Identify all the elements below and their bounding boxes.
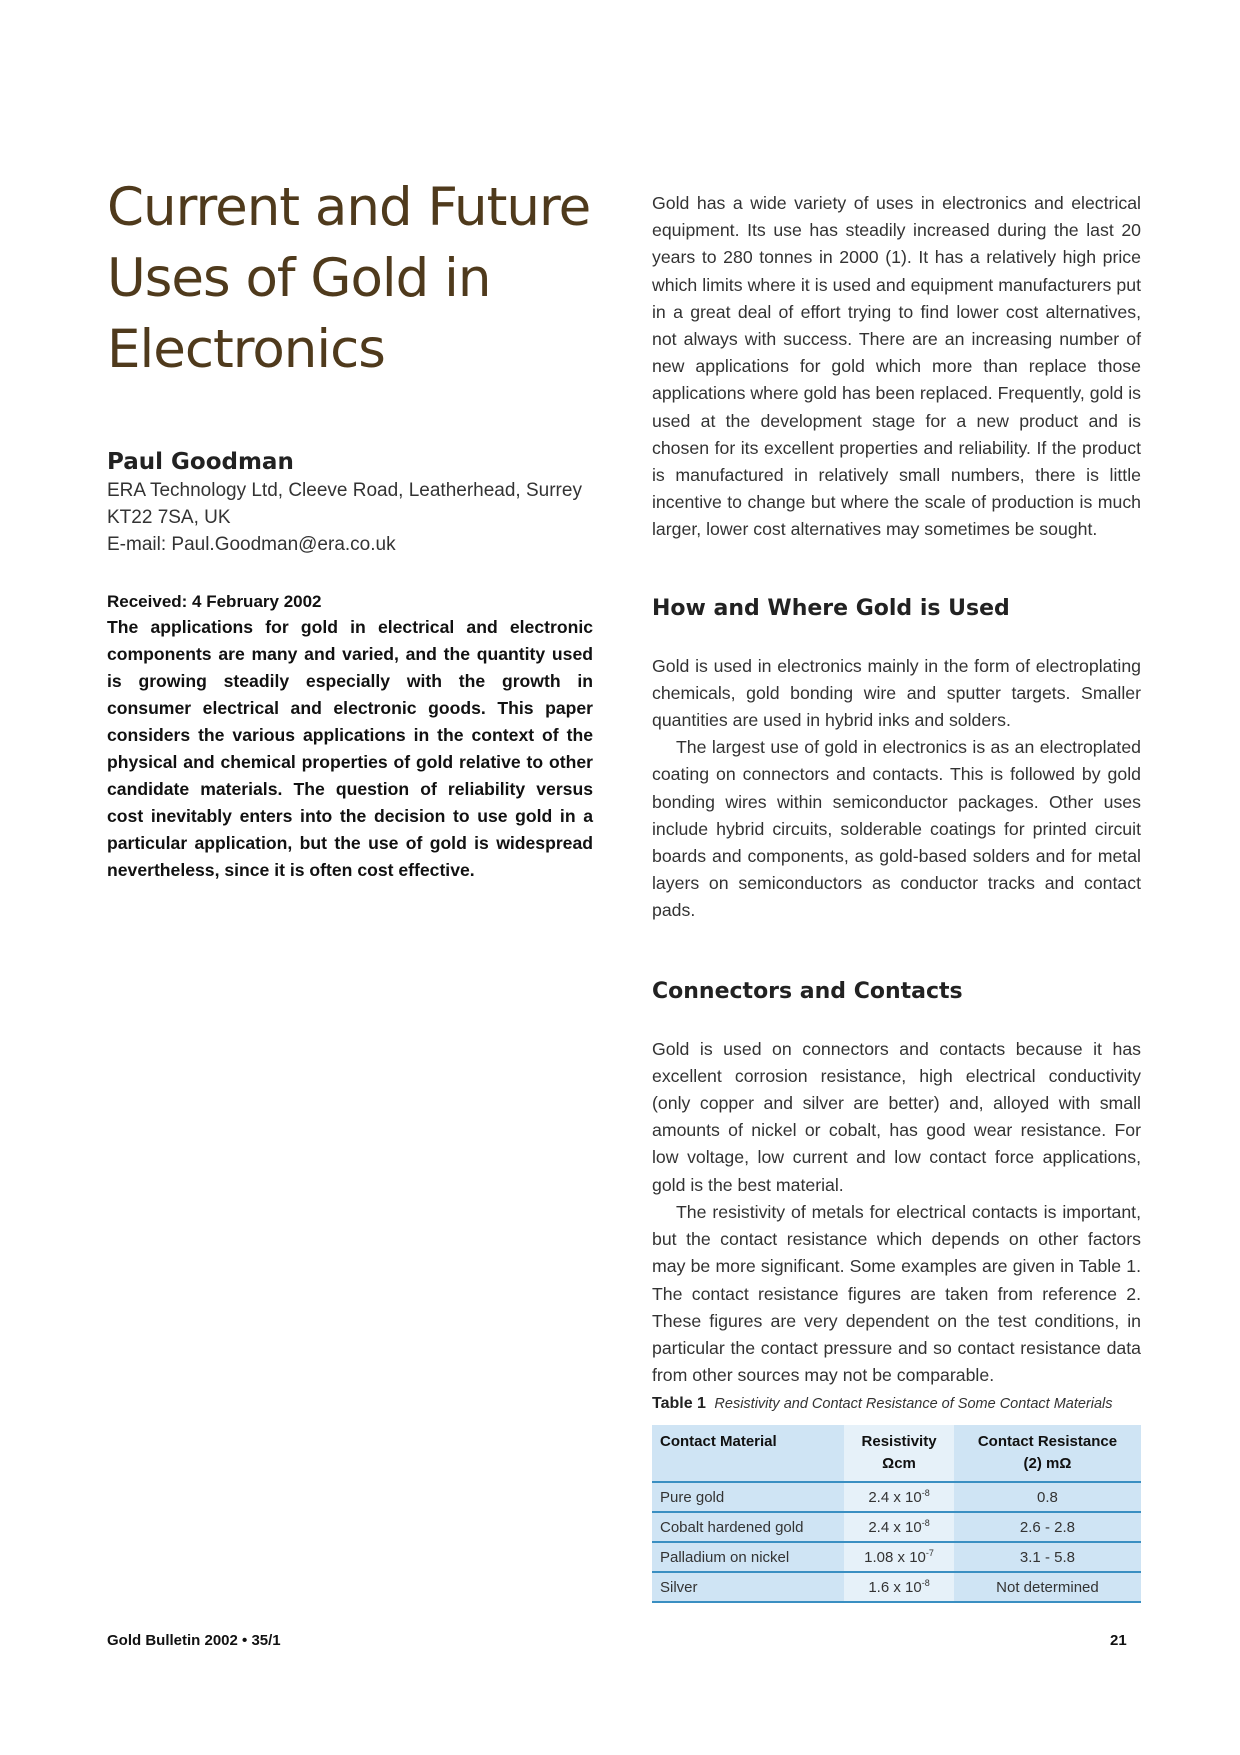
cell-material: Cobalt hardened gold	[652, 1512, 844, 1542]
cell-resistivity	[844, 1542, 954, 1572]
header-resistivity	[844, 1425, 954, 1482]
cell-resistivity	[844, 1482, 954, 1512]
author-name: Paul Goodman	[107, 449, 294, 475]
section-heading: Connectors and Contacts	[652, 978, 963, 1004]
resistivity-mantissa: 2.4 x 10	[868, 1519, 922, 1537]
affiliation	[107, 477, 593, 558]
table-label: Table 1	[652, 1395, 706, 1413]
abstract: The applications for gold in electrical and electronic components are many and varied, and the quantity used is growing steadily especially with the growth in consumer electrical and electronic goods. This paper considers the various applications in the context of the physical and chemical properties of gold relative to other candidate materials. The question of reliability versus cost inevitably enters into the decision to use gold in a particular application, but the use of gold is widespread nevertheless, since it is often cost effective.	[107, 617, 593, 880]
header-contact-resistance-unit: (2) mΩ	[1023, 1455, 1072, 1473]
cell-material: Palladium on nickel	[652, 1542, 844, 1572]
page-number: 21	[1110, 1632, 1127, 1649]
table-row	[652, 1512, 1141, 1542]
resistivity-mantissa: 1.08 x 10	[864, 1549, 926, 1567]
header-resistivity-unit: Ωcm	[882, 1455, 916, 1473]
body-paragraph: Gold is used in electronics mainly in the form of electroplating chemicals, gold bonding wire and sputter targets. Smaller quantities are used in hybrid inks and solders.	[652, 655, 1141, 731]
resistivity-exponent: -8	[921, 1578, 930, 1589]
title-line: Electronics	[107, 319, 385, 380]
left-column	[107, 172, 593, 884]
resistivity-table	[652, 1425, 1141, 1603]
body-paragraph: The largest use of gold in electronics is as an electroplated coating on connectors and contacts. This is followed by gold bonding wires within semiconductor packages. Other uses include hybrid circuits, solderable coatings for printed circuit boards and components, as gold-based solders and for metal layers on semiconductors as conductor tracks and contact pads.	[652, 737, 1141, 921]
journal-footer: Gold Bulletin 2002 • 35/1	[107, 1632, 281, 1649]
cell-contact-resistance: 0.8	[954, 1482, 1141, 1512]
intro-paragraph: Gold has a wide variety of uses in electronics and electrical equipment. Its use has steadily increased during the last 20 years to 280 tonnes in 2000 (1). It has a relatively high price which limits where it is used and equipment manufacturers put in a great deal of effort trying to find lower cost alternatives, not always with success. There are an increasing number of new applications for gold which more than replace those applications where gold has been replaced. Frequently, gold is used at the development stage for a new product and is chosen for its excellent properties and reliability. If the product is manufactured in relatively small numbers, there is little incentive to change but where the scale of production is much larger, lower cost alternatives may sometimes be sought.	[652, 193, 1141, 540]
cell-contact-resistance: Not determined	[954, 1572, 1141, 1602]
affiliation-line: KT22 7SA, UK	[107, 507, 231, 528]
cell-resistivity	[844, 1512, 954, 1542]
right-column	[652, 190, 1141, 1603]
title-line: Uses of Gold in	[107, 248, 491, 309]
resistivity-mantissa: 2.4 x 10	[868, 1489, 922, 1507]
table-row	[652, 1482, 1141, 1512]
body-paragraph: Gold is used on connectors and contacts because it has excellent corrosion resistance, high electrical conductivity (only copper and silver are better) and, alloyed with small amounts of nickel or cobalt, has good wear resistance. For low voltage, low current and low contact force applications, gold is the best material.	[652, 1038, 1141, 1195]
cell-contact-resistance: 2.6 - 2.8	[954, 1512, 1141, 1542]
body-paragraph: The resistivity of metals for electrical contacts is important, but the contact resistance which depends on other factors may be more significant. Some examples are given in Table 1. The contact resistance figures are taken from reference 2. These figures are very dependent on the test conditions, in particular the contact pressure and so contact resistance data from other sources may not be comparable.	[652, 1201, 1141, 1386]
cell-resistivity	[844, 1572, 954, 1602]
article-title	[107, 172, 593, 385]
header-contact-material: Contact Material	[652, 1425, 844, 1482]
affiliation-email: E-mail: Paul.Goodman@era.co.uk	[107, 534, 396, 555]
affiliation-line: ERA Technology Ltd, Cleeve Road, Leatherhead, Surrey	[107, 480, 582, 501]
header-contact-resistance-label: Contact Resistance	[977, 1433, 1118, 1451]
cell-contact-resistance: 3.1 - 5.8	[954, 1542, 1141, 1572]
title-line: Current and Future	[107, 177, 591, 238]
resistivity-exponent: -8	[921, 1518, 930, 1529]
table-caption-text: Resistivity and Contact Resistance of Some Contact Materials	[714, 1396, 1113, 1413]
table-header-row	[652, 1425, 1141, 1482]
cell-material: Silver	[652, 1572, 844, 1602]
received-date: Received: 4 February 2002	[107, 592, 322, 611]
cell-material: Pure gold	[652, 1482, 844, 1512]
header-resistivity-label: Resistivity	[861, 1433, 937, 1451]
header-contact-resistance	[954, 1425, 1141, 1482]
table-row	[652, 1542, 1141, 1572]
table-caption	[652, 1395, 1141, 1413]
resistivity-exponent: -7	[925, 1548, 934, 1559]
resistivity-mantissa: 1.6 x 10	[868, 1579, 922, 1597]
resistivity-exponent: -8	[921, 1488, 930, 1499]
section-heading: How and Where Gold is Used	[652, 595, 1010, 621]
table-row	[652, 1572, 1141, 1602]
